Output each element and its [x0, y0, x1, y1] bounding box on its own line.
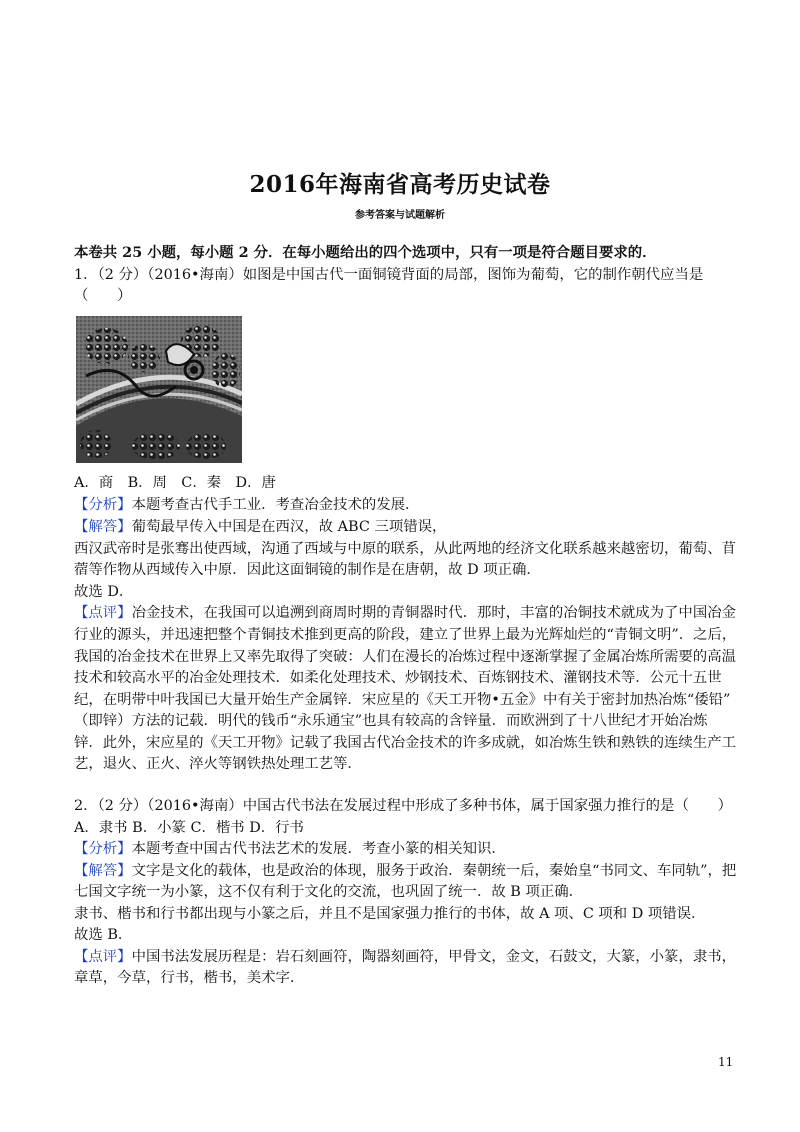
q1-answer-line4: 故选 D． — [74, 584, 134, 600]
answer-tag: 【解答】 — [74, 863, 132, 879]
answer-text: 葡萄最早传入中国是在西汉，故 ABC 三项错误， — [131, 519, 447, 535]
page-subtitle: 参考答案与试题解析 — [355, 210, 445, 221]
q1-stem-line2: （ ） — [74, 288, 132, 304]
q1-answer-line3: 蓿等作物从西域传入中原．因此这面铜镜的制作是在唐朝，故 D 项正确． — [74, 562, 541, 578]
comment-text: 冶金技术，在我国可以追溯到商周时期的青铜器时代．那时，丰富的冶铜技术就成为了中国冶金 — [131, 605, 736, 621]
q1-comment-line1 — [74, 605, 736, 621]
q1-stem-line1: 1．（2 分）（2016•海南）如图是中国古代一面铜镜背面的局部，图饰为葡萄，它的制作朝代应当是 — [74, 267, 704, 283]
q1-comment-line2: 行业的源头，并迅速把整个青铜技术推到更高的阶段，建立了世界上最为光辉灿烂的“青铜文明”．之后， — [74, 627, 737, 643]
q2-answer-line3: 隶书、楷书和行书都出现与小篆之后，并且不是国家强力推行的书体，故 A 项、C 项和 D 项错误． — [74, 906, 706, 922]
q1-analysis — [74, 497, 419, 513]
section-intro: 本卷共 25 小题，每小题 2 分．在每小题给出的四个选项中，只有一项是符合题目要求的． — [74, 244, 657, 261]
analysis-text: 本题考查古代手工业．考查冶金技术的发展． — [131, 497, 420, 513]
q1-comment-line5: 纪，在明带中叶我国已大量开始生产金属锌．宋应星的《天工开物•五金》中有关于密封加热冶炼“倭铅” — [74, 692, 731, 708]
q1-options: A．商 B．周 C．秦 D．唐 — [74, 475, 276, 491]
comment-tag: 【点评】 — [74, 605, 132, 621]
q2-comment-line1 — [74, 949, 736, 965]
answer-text: 文字是文化的载体，也是政治的体现，服务于政治．秦朝统一后，秦始皇“书同文、车同轨”，把 — [131, 863, 737, 879]
q1-comment-line6: （即锌）方法的记载．明代的钱币“永乐通宝”也具有较高的含锌量．而欧洲到了十八世纪才开始冶炼 — [74, 713, 708, 729]
analysis-tag: 【分析】 — [74, 497, 132, 513]
q2-stem: 2．（2 分）（2016•海南）中国古代书法在发展过程中形成了多种书体，属于国家强力推行的是（ ） — [74, 798, 733, 814]
analysis-text: 本题考查中国古代书法艺术的发展．考查小篆的相关知识． — [131, 841, 506, 857]
q2-answer-line4: 故选 B． — [74, 927, 133, 943]
q2-options: A．隶书 B．小篆 C．楷书 D．行书 — [74, 820, 304, 836]
q1-comment-line7: 锌．此外，宋应星的《天工开物》记载了我国古代冶金技术的许多成就，如冶炼生铁和熟铁的连续生产工 — [74, 735, 736, 751]
analysis-tag: 【分析】 — [74, 841, 132, 857]
q2-answer-line1 — [74, 863, 736, 879]
q1-comment-line8: 艺，退火、正火、淬火等钢铁热处理工艺等． — [74, 756, 362, 772]
comment-tag: 【点评】 — [74, 949, 132, 965]
answer-tag: 【解答】 — [74, 519, 132, 535]
q2-analysis — [74, 841, 506, 857]
q1-answer-line2: 西汉武帝时是张骞出使西域，沟通了西域与中原的联系，从此两地的经济文化联系越来越密切，葡萄、苜 — [74, 541, 736, 557]
q1-answer-line1 — [74, 519, 446, 535]
q2-comment-line2: 章草，今草，行书，楷书，美术字． — [74, 970, 305, 986]
page-title: 2016年海南省高考历史试卷 — [249, 171, 551, 198]
q2-answer-line2: 七国文字统一为小篆，这不仅有利于文化的交流，也巩固了统一．故 B 项正确． — [74, 884, 584, 900]
q1-comment-line4: 技术和较高水平的冶金处理技术．如柔化处理技术、炒钢技术、百炼钢技术、灌钢技术等．公元十五世 — [74, 670, 722, 686]
comment-text: 中国书法发展历程是：岩石刻画符，陶器刻画符，甲骨文，金文，石鼓文，大篆，小篆，隶书， — [131, 949, 736, 965]
q1-comment-line3: 我国的冶金技术在世界上又率先取得了突破：人们在漫长的冶炼过程中逐渐掌握了金属冶炼所需要的高温 — [74, 649, 736, 665]
page-number: 11 — [718, 1055, 734, 1069]
bronze-mirror-photo — [76, 316, 242, 463]
